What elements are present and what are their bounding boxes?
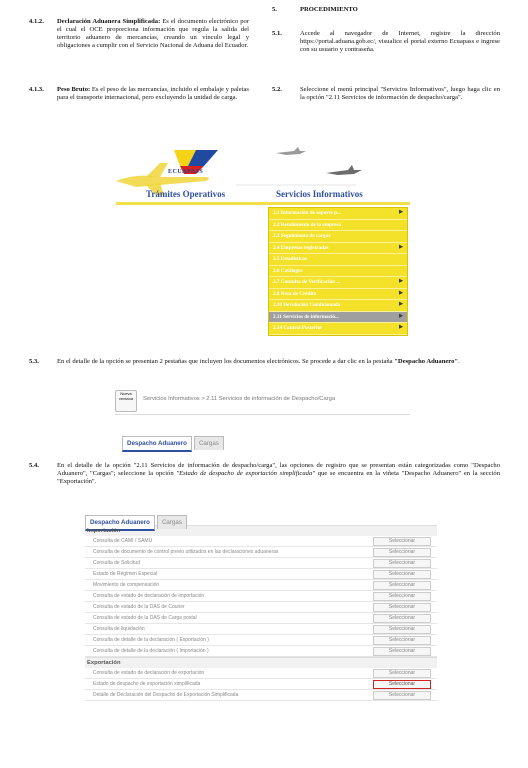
menu-item[interactable]	[269, 289, 407, 301]
logo-text: ECUAPASS	[168, 169, 204, 175]
definition-paragraph	[57, 86, 249, 102]
new-window-icon[interactable]: Nueva ventana	[115, 390, 137, 412]
row-label: Consulta de estado de declaración de importación	[93, 593, 205, 599]
definition-text: Es el peso de las mercancías, incluido el embalaje y paletas para el transporte internacional, pero excluyendo la unidad de carga.	[57, 86, 249, 101]
step-num: 5.1.	[272, 30, 282, 37]
table-tab-bar	[85, 511, 437, 525]
menu-item[interactable]	[269, 266, 407, 278]
definition-term: Declaración Aduanera Simplificada:	[57, 18, 161, 25]
seleccionar-button[interactable]: Seleccionar	[373, 592, 431, 601]
menu-item-label: 2.2 Rendimiento de la empresa	[273, 221, 342, 228]
chevron-right-icon: ▶	[399, 210, 403, 215]
chevron-right-icon: ▶	[399, 313, 403, 319]
row-label: Consulta de estado de la DAS de Carga postal	[93, 615, 197, 621]
menu-item-label: 2.10 Devolución Condicionada	[273, 302, 341, 308]
tab-despacho-aduanero[interactable]: Despacho Aduanero	[85, 515, 155, 531]
table-row	[85, 646, 437, 657]
step-text-end: .	[458, 358, 460, 365]
menu-item-label: 2.8 Nota de Crédito	[273, 290, 317, 297]
table-row	[85, 690, 437, 701]
section-header-exportacion: Exportación	[85, 657, 437, 668]
table-row	[85, 624, 437, 635]
menu-item[interactable]	[269, 243, 407, 255]
row-label: Consulta de detalle de la declaración ( Exportación )	[93, 637, 209, 643]
tab-cargas[interactable]: Cargas	[157, 515, 187, 529]
menu-item-label: 2.5 Estadísticas	[273, 256, 308, 262]
seleccionar-button[interactable]: Seleccionar	[373, 581, 431, 590]
table-row	[85, 558, 437, 569]
item-num: 4.1.2.	[29, 18, 44, 25]
step-num: 5.3.	[29, 358, 39, 365]
row-label: Detalle de Declaración del Despacho de Exportación Simplificada	[93, 692, 239, 698]
tab-tramites-operativos[interactable]: Trámites Operativos	[146, 189, 226, 199]
definition-term: Peso Bruto:	[57, 86, 91, 93]
row-label: Movimiento de compensación	[93, 582, 160, 588]
table-row	[85, 547, 437, 558]
tab-servicios-informativos[interactable]: Servicios Informativos	[276, 189, 363, 199]
menu-item[interactable]	[269, 208, 407, 220]
step-num: 5.4.	[29, 462, 39, 469]
breadcrumb	[115, 388, 410, 415]
step-text-emphasis: "Despacho Aduanero"	[394, 358, 459, 365]
step-num: 5.2.	[272, 86, 282, 93]
section-header-importacion: Importación	[85, 525, 437, 536]
step-text-body: En el detalle de la opción "2.11 Servicios de información de despacho/carga", las opciones de registro que se presentan están categorizadas como "Despacho Aduanero", "Cargas"; seleccione la opción	[57, 462, 500, 477]
definition-paragraph	[57, 18, 249, 50]
table-row	[85, 602, 437, 613]
ecuapass-logo-icon	[166, 148, 226, 180]
seleccionar-button[interactable]: Seleccionar	[373, 559, 431, 568]
row-label: Consulta de liquidación	[93, 626, 145, 632]
menu-item-label: 2.3 Seguimiento de cargas	[273, 233, 331, 239]
section-heading: PROCEDIMIENTO	[300, 6, 358, 13]
row-label: Consulta de CAMI / SAMU	[93, 538, 153, 544]
menu-item-label: 2.11 Servicios de informació...	[273, 313, 339, 320]
seleccionar-button[interactable]: Seleccionar	[373, 614, 431, 623]
tab-underline	[116, 202, 410, 205]
seleccionar-button[interactable]: Seleccionar	[373, 625, 431, 634]
table-row	[85, 679, 437, 690]
menu-item-label: 2.14 Control Posterior	[273, 325, 323, 331]
menu-item[interactable]	[269, 312, 407, 324]
menu-item-label: 2.4 Empresas registradas	[273, 244, 329, 251]
section-num: 5.	[272, 6, 277, 13]
breadcrumb-path: Servicios Informativos > 2.11 Servicios de información de Despacho/Carga	[143, 396, 336, 402]
chevron-right-icon: ▶	[399, 302, 403, 307]
table-row	[85, 613, 437, 624]
row-label: Estado de Régimen Especial	[93, 571, 158, 577]
ecuapass-portal-screenshot	[116, 133, 410, 348]
menu-item-label: 2.6 Catálogos	[273, 267, 303, 274]
table-row	[85, 569, 437, 580]
menu-item[interactable]	[269, 254, 407, 266]
item-num: 4.1.3.	[29, 86, 44, 93]
row-label: Consulta de Solicitud	[93, 560, 140, 566]
import-rows	[85, 536, 437, 657]
step-text-body: En el detalle de la opción se presentan 2 pestañas que incluyen los documentos electrónicos. Se procede a dar clic en la pestaña	[57, 358, 395, 365]
step-text	[57, 462, 500, 486]
menu-item-label: 2.7 Consulta de Verificación ...	[273, 279, 341, 285]
step-text	[57, 358, 500, 366]
step-text-end: que se encuentra en la viñeta "Despacho Aduanero" en la sección "Exportación".	[57, 470, 500, 485]
seleccionar-button[interactable]: Seleccionar	[373, 669, 431, 678]
table-row	[85, 635, 437, 646]
step-text-emphasis: "Estado de despacho de exportación simplificada"	[176, 470, 316, 477]
menu-item[interactable]	[269, 323, 407, 335]
seleccionar-button[interactable]: Seleccionar	[373, 647, 431, 656]
seleccionar-button[interactable]: Seleccionar	[373, 691, 431, 700]
table-row	[85, 580, 437, 591]
seleccionar-button[interactable]: Seleccionar	[373, 603, 431, 612]
export-rows	[85, 668, 437, 701]
seleccionar-button[interactable]: Seleccionar	[373, 548, 431, 557]
seleccionar-button[interactable]: Seleccionar	[373, 680, 431, 689]
row-label: Estado de despacho de exportación simplificada	[93, 681, 201, 687]
chevron-right-icon: ▶	[399, 325, 403, 330]
step-text: Seleccione el menú principal "Servicios Informativos", luego haga clic en la opción "2.11 Servicios de información de despacho/carga".	[300, 86, 500, 101]
seleccionar-button[interactable]: Seleccionar	[373, 570, 431, 579]
row-label: Consulta de estado de declaración de exportación	[93, 670, 205, 676]
row-label: Consulta de documento de control previo utilizados en las declaraciones aduaneras	[93, 549, 279, 555]
row-label: Consulta de estado de la DAS de Courier	[93, 604, 185, 610]
seleccionar-button[interactable]: Seleccionar	[373, 636, 431, 645]
menu-item[interactable]	[269, 277, 407, 289]
row-label: Consulta de detalle de la declaración ( Importación )	[93, 648, 209, 654]
tab-despacho-aduanero[interactable]: Despacho Aduanero	[122, 436, 192, 452]
step-text: Accede al navegador de Internet, registre la dirección https://portal.aduana.gob.ec/, visualice el portal externo Ecuapass e ingrese con su usuario y contraseña.	[300, 30, 500, 53]
chevron-right-icon: ▶	[399, 290, 403, 296]
chevron-right-icon: ▶	[399, 279, 403, 284]
menu-item[interactable]	[269, 231, 407, 243]
servicios-menu	[268, 207, 408, 336]
menu-item[interactable]	[269, 220, 407, 232]
table-row	[85, 591, 437, 602]
tab-bar	[122, 432, 226, 452]
chevron-right-icon: ▶	[399, 244, 403, 250]
menu-item-label: 2.1 Información de soporte p...	[273, 210, 341, 216]
table-row	[85, 536, 437, 547]
menu-item[interactable]	[269, 300, 407, 312]
seleccionar-button[interactable]: Seleccionar	[373, 537, 431, 546]
definition-text: Es el documento electrónico por el cual el OCE proporciona información que regula la salida del territorio aduanero de mercancías, creando un vínculo legal y obligaciones a cumplir con el Servicio Nacional de Aduana del Ecuador.	[57, 18, 249, 49]
services-table	[85, 511, 437, 701]
tab-cargas[interactable]: Cargas	[194, 436, 224, 450]
table-row	[85, 668, 437, 679]
